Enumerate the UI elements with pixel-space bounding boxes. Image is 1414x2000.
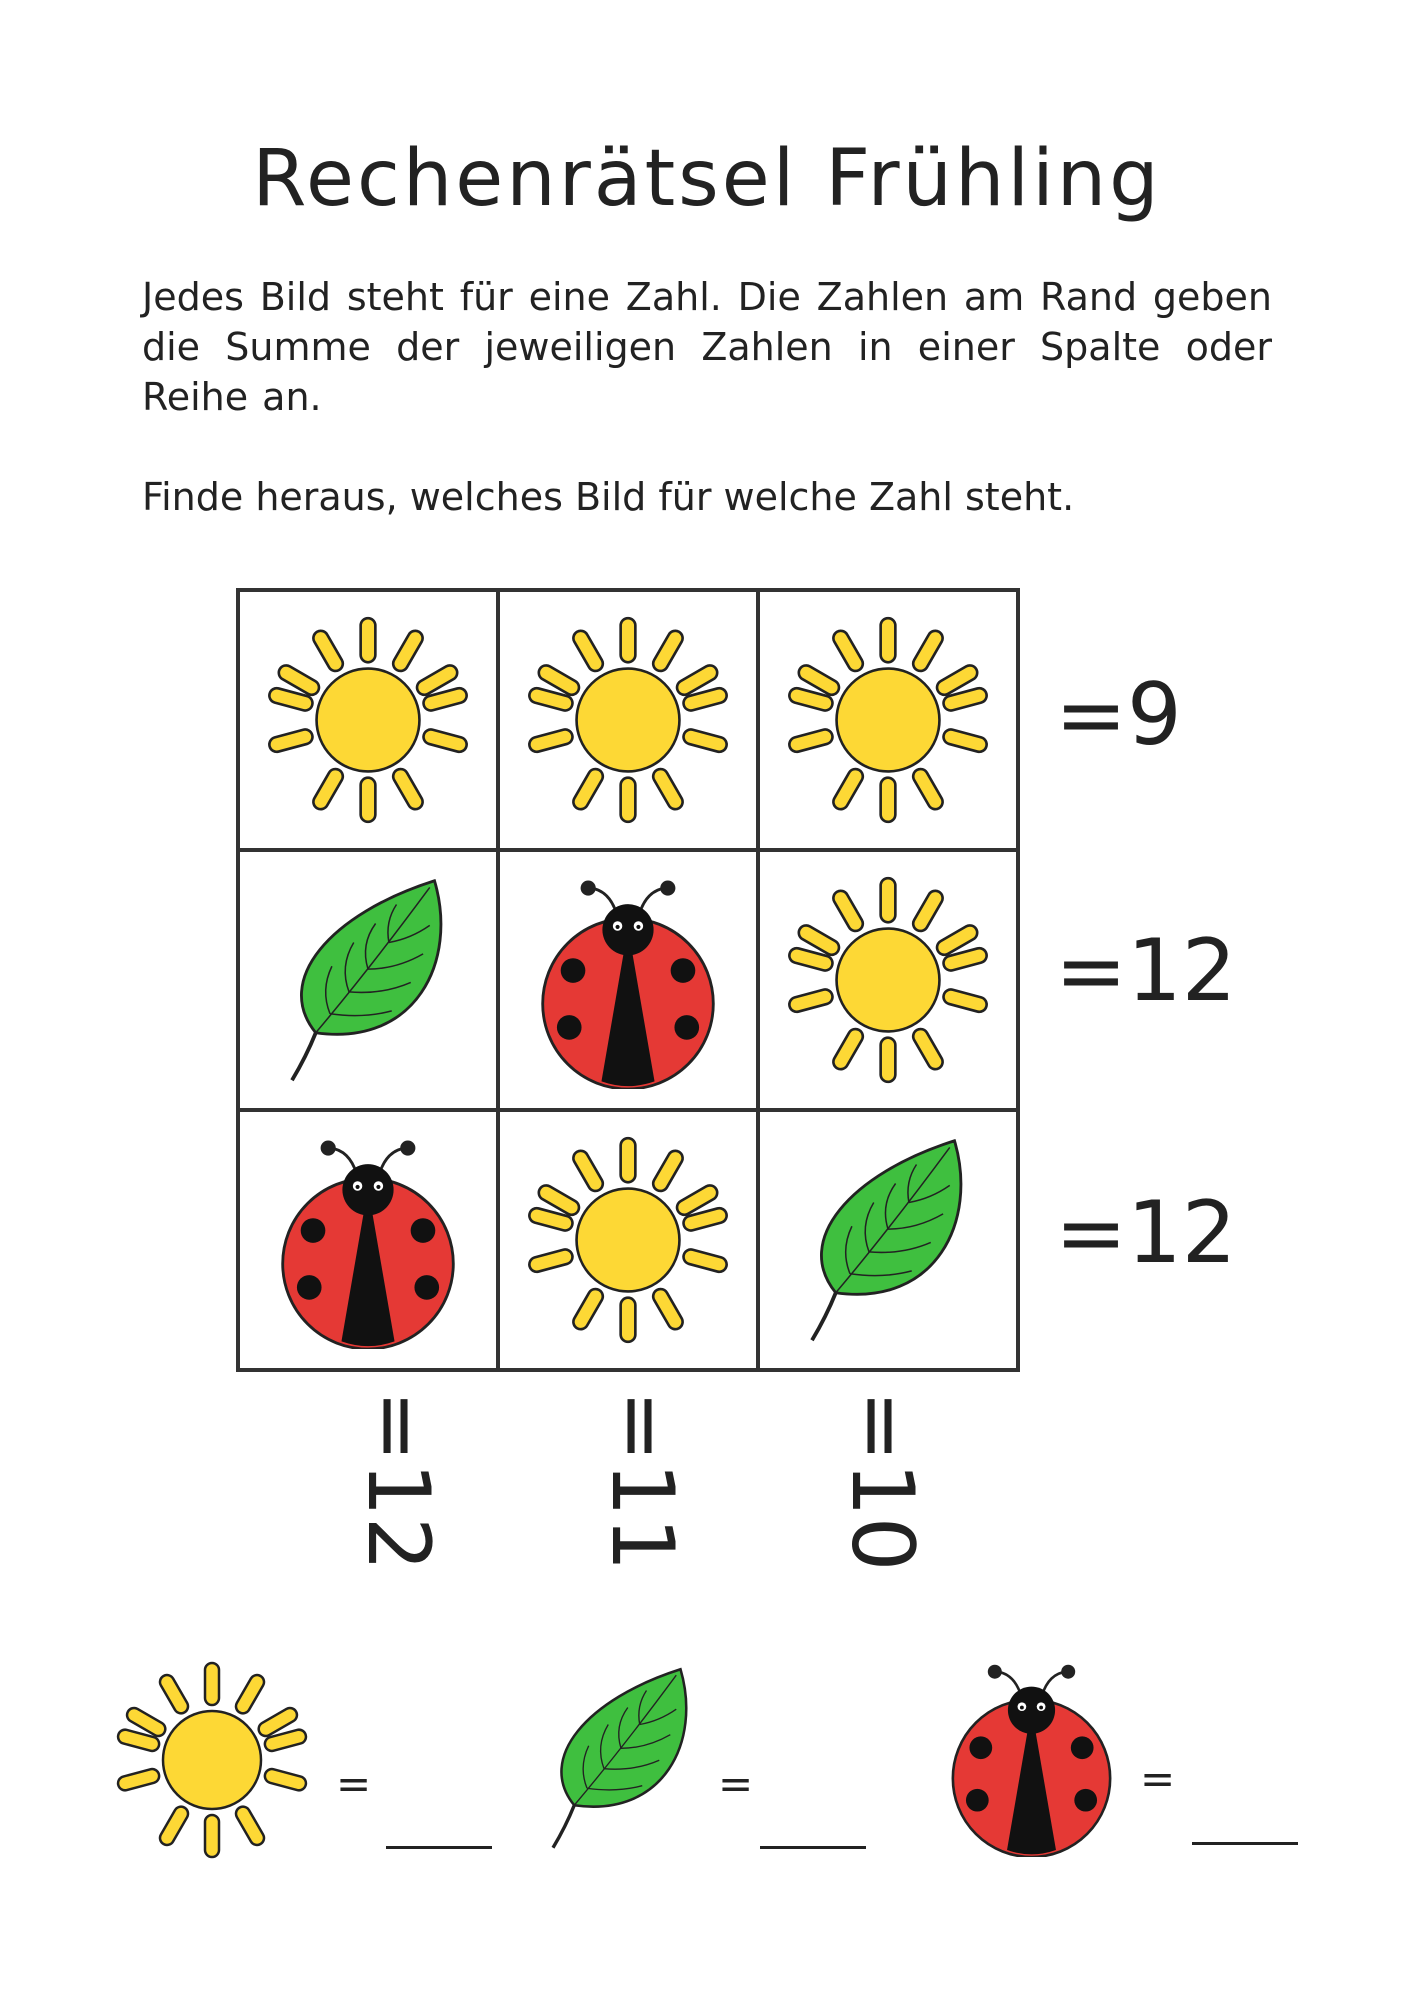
leaf-icon xyxy=(536,1665,706,1852)
grid-cell xyxy=(758,1110,1018,1370)
answer-blank[interactable] xyxy=(386,1846,492,1849)
sun-icon xyxy=(112,1660,312,1860)
row-sum: =9 xyxy=(1055,665,1182,765)
legend-equals: = xyxy=(1140,1754,1176,1803)
sun-icon xyxy=(263,615,473,825)
column-sum: =12 xyxy=(348,1390,448,1572)
row-sum: =12 xyxy=(1055,1183,1237,1283)
ladybug-icon xyxy=(533,871,723,1089)
task-paragraph: Finde heraus, welches Bild für welche Zahl steht. xyxy=(142,475,1075,519)
grid-cell xyxy=(498,850,758,1110)
grid-cell xyxy=(238,850,498,1110)
grid-row xyxy=(238,1110,1018,1370)
instructions-paragraph: Jedes Bild steht für eine Zahl. Die Zahlen am Rand geben die Summe der jeweiligen Zahlen in einer Spalte oder Reihe an. xyxy=(142,275,1272,419)
grid-cell xyxy=(758,590,1018,850)
grid-cell xyxy=(758,850,1018,1110)
grid-cell xyxy=(238,1110,498,1370)
puzzle-grid xyxy=(236,588,1020,1372)
grid-cell xyxy=(498,1110,758,1370)
ladybug-icon xyxy=(944,1656,1119,1857)
legend-equals: = xyxy=(718,1759,754,1808)
column-sum: =11 xyxy=(592,1390,692,1572)
grid-row xyxy=(238,590,1018,850)
answer-blank[interactable] xyxy=(760,1846,866,1849)
answer-blank[interactable] xyxy=(1192,1842,1298,1845)
row-sum: =12 xyxy=(1055,921,1237,1021)
legend-equals: = xyxy=(336,1759,372,1808)
sun-icon xyxy=(523,615,733,825)
grid-cell xyxy=(498,590,758,850)
leaf-icon xyxy=(273,876,463,1085)
grid-cell xyxy=(238,590,498,850)
sun-icon xyxy=(523,1135,733,1345)
sun-icon xyxy=(783,875,993,1085)
page-title: Rechenrätsel Frühling xyxy=(252,134,1162,224)
leaf-icon xyxy=(793,1136,983,1345)
sun-icon xyxy=(783,615,993,825)
column-sum: =10 xyxy=(832,1390,932,1572)
ladybug-icon xyxy=(273,1131,463,1349)
grid-row xyxy=(238,850,1018,1110)
